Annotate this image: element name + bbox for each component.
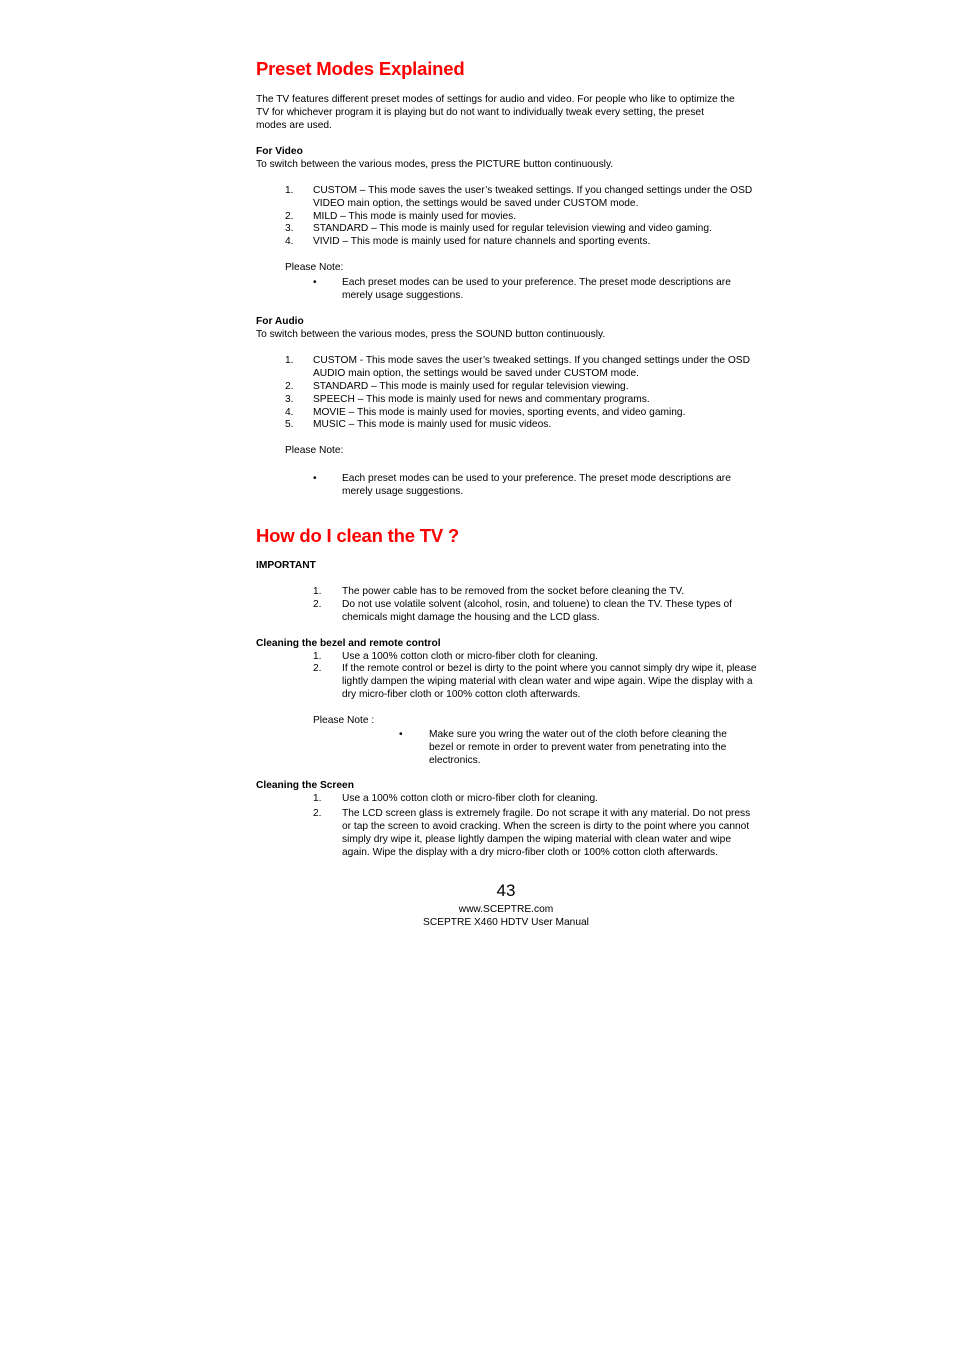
footer-website: www.SCEPTRE.com — [458, 904, 554, 915]
important-item-solvent: Do not use volatile solvent (alcohol, rosin, and toluene) to clean the TV. These types of chemicals might damage the housing and the LCD glass. — [342, 599, 733, 623]
bullet-icon: • — [313, 473, 317, 484]
clean-tv-heading: How do I clean the TV ? — [256, 525, 460, 546]
page-number: 43 — [496, 881, 516, 900]
bullet-icon: • — [399, 729, 403, 740]
bezel-item-cloth: Use a 100% cotton cloth or micro-fiber cloth for cleaning. — [342, 651, 598, 662]
intro-paragraph: The TV features different preset modes of settings for audio and video. For people who like to optimize the TV for whichever program it is playing but do not want to individually tweak every setting, the preset modes are used. — [256, 94, 735, 131]
audio-item-number: 5. — [285, 419, 294, 430]
audio-note-label: Please Note: — [285, 445, 344, 456]
bullet-icon: • — [313, 277, 317, 288]
video-item-number: 4. — [285, 236, 294, 247]
screen-item-number: 1. — [313, 793, 322, 804]
important-title: IMPORTANT — [256, 560, 316, 571]
video-item-number: 2. — [285, 211, 294, 222]
screen-section-title: Cleaning the Screen — [256, 780, 354, 791]
video-item-custom: CUSTOM – This mode saves the user’s tweaked settings. If you changed settings under the OSD VIDEO main option, the settings would be saved under CUSTOM mode. — [313, 185, 753, 209]
screen-item-cloth: Use a 100% cotton cloth or micro-fiber cloth for cleaning. — [342, 793, 598, 804]
video-item-number: 3. — [285, 223, 294, 234]
video-note-text: Each preset modes can be used to your preference. The preset mode descriptions are merely usage suggestions. — [342, 277, 731, 301]
audio-item-custom: CUSTOM - This mode saves the user’s tweaked settings. If you changed settings under the OSD AUDIO main option, the settings would be saved under CUSTOM mode. — [313, 355, 750, 379]
video-note-label: Please Note: — [285, 262, 344, 273]
video-item-mild: MILD – This mode is mainly used for movies. — [313, 211, 517, 222]
screen-item-fragile: The LCD screen glass is extremely fragile. Do not scrape it with any material. Do not press or tap the screen to avoid cracking. When the screen is dirty to the point where you cannot simply dry wipe it, please lightly dampen the wiping material with clean water and wipe again. Wipe the display with a dry micro-fiber cloth or 100% cotton cloth afterwards. — [342, 808, 751, 858]
audio-section-title: For Audio — [256, 316, 304, 327]
audio-note-text: Each preset modes can be used to your preference. The preset mode descriptions are merely usage suggestions. — [342, 473, 731, 497]
video-item-number: 1. — [285, 185, 294, 196]
important-item-number: 1. — [313, 586, 322, 597]
important-item-number: 2. — [313, 599, 322, 610]
bezel-note-text: Make sure you wring the water out of the cloth before cleaning the bezel or remote in order to prevent water from penetrating into the electronics. — [429, 729, 727, 766]
bezel-section-title: Cleaning the bezel and remote control — [256, 638, 441, 649]
audio-item-number: 4. — [285, 407, 294, 418]
audio-item-number: 3. — [285, 394, 294, 405]
audio-item-speech: SPEECH – This mode is mainly used for news and commentary programs. — [313, 394, 650, 405]
bezel-item-number: 2. — [313, 663, 322, 674]
audio-instruction: To switch between the various modes, press the SOUND button continuously. — [256, 329, 606, 340]
bezel-item-number: 1. — [313, 651, 322, 662]
audio-item-standard: STANDARD – This mode is mainly used for regular television viewing. — [313, 381, 629, 392]
audio-item-number: 1. — [285, 355, 294, 366]
screen-item-number: 2. — [313, 808, 322, 819]
video-item-standard: STANDARD – This mode is mainly used for regular television viewing and video gaming. — [313, 223, 712, 234]
footer-manual-title: SCEPTRE X460 HDTV User Manual — [423, 917, 589, 928]
audio-item-movie: MOVIE – This mode is mainly used for movies, sporting events, and video gaming. — [313, 407, 686, 418]
video-instruction: To switch between the various modes, press the PICTURE button continuously. — [256, 159, 614, 170]
video-item-vivid: VIVID – This mode is mainly used for nature channels and sporting events. — [313, 236, 651, 247]
important-item-power-cable: The power cable has to be removed from the socket before cleaning the TV. — [342, 586, 685, 597]
bezel-note-label: Please Note : — [313, 715, 375, 726]
audio-item-music: MUSIC – This mode is mainly used for music videos. — [313, 419, 552, 430]
bezel-item-dampen: If the remote control or bezel is dirty to the point where you cannot simply dry wipe it, please lightly dampen the wiping material with clean water and wipe again. Wipe the display with a dry micro-fiber cloth or 100% cotton cloth afterwards. — [342, 663, 757, 700]
audio-item-number: 2. — [285, 381, 294, 392]
video-section-title: For Video — [256, 146, 303, 157]
preset-modes-heading: Preset Modes Explained — [256, 58, 465, 79]
